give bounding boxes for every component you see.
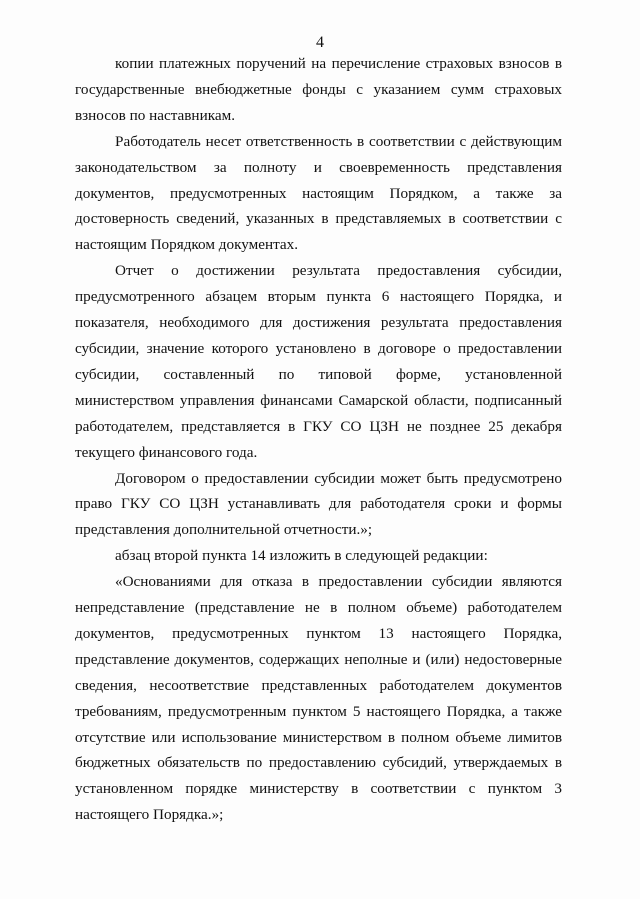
document-body bbox=[75, 51, 562, 828]
paragraph-refusal-grounds: «Основаниями для отказа в предоставлении субсидии являются непредставление (представление не в полном объеме) работодателем документов, предусмотренных пунктом 13 настоящего Порядка, представление документов, содержащих неполные и (или) недостоверные сведения, несоответствие представленных работодателем документов требованиям, предусмотренным пунктом 5 настоящего Порядка, а также отсутствие или использование министерством в полном объеме лимитов бюджетных обязательств по предоставлению субсидий, утверждаемых в установленном порядке министерству в соответствии с пунктом 3 настоящего Порядка.»; bbox=[75, 573, 562, 824]
paragraph-insurance-payments: копии платежных поручений на перечисление страховых взносов в государственные внебюджетные фонды с указанием сумм страховых взносов по наставникам. bbox=[75, 55, 562, 124]
page-number: 4 bbox=[316, 34, 324, 51]
paragraph-subsidy-report: Отчет о достижении результата предоставления субсидии, предусмотренного абзацем вторым пункта 6 настоящего Порядка, и показателя, необходимого для достижения результата предоставления субсидии, значение которого установлено в договоре о предоставлении субсидии, составленный по типовой форме, установленной министерством управления финансами Самарской области, подписанный работодателем, представляется в ГКУ СО ЦЗН не позднее 25 декабря текущего финансового года. bbox=[75, 262, 562, 461]
paragraph-employer-responsibility: Работодатель несет ответственность в соответствии с действующим законодательством за полноту и своевременность представления документов, предусмотренных настоящим Порядком, а также за достоверность сведений, указанных в представляемых в соответствии с настоящим Порядком документах. bbox=[75, 132, 562, 254]
paragraph-additional-reporting: Договором о предоставлении субсидии может быть предусмотрено право ГКУ СО ЦЗН устанавливать для работодателя сроки и формы представления дополнительной отчетности.»; bbox=[75, 469, 562, 539]
paragraph-amendment-instruction: абзац второй пункта 14 изложить в следующей редакции: bbox=[115, 547, 488, 565]
